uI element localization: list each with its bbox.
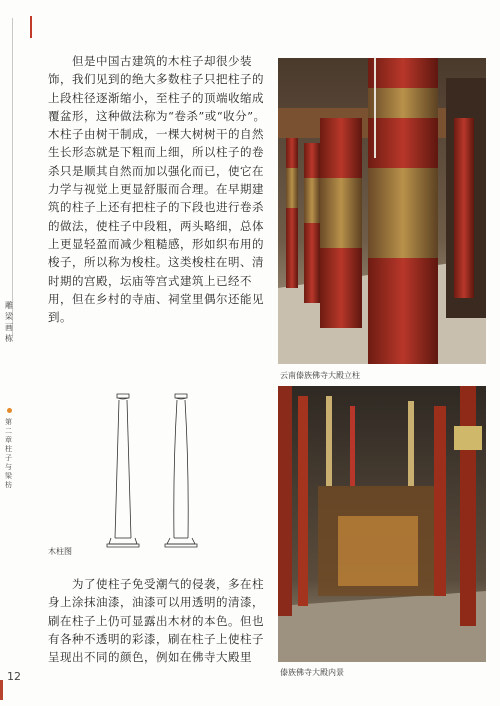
temple-columns-photo (278, 58, 486, 364)
red-margin-tick (30, 16, 32, 38)
page-number: 12 (7, 670, 21, 683)
photo-caption-1: 云南傣族佛寺大殿立柱 (280, 371, 360, 380)
photo-caption-2: 傣族佛寺大殿内景 (280, 668, 344, 677)
column-right (165, 394, 197, 547)
body-paragraph-1: 但是中国古建筑的木柱子却很少装饰，我们见到的绝大多数柱子只把柱子的上段柱径逐渐缩小，至柱子的顶端收缩成覆盆形，这种做法称为“卷杀”或“收分”。木柱子由树干制成，一棵大树树干的自然生长形态就是下粗而上细，所以柱子的卷杀只是顺其自然而加以强化而已，使它在力学与视觉上更显舒服而合理。在早期建筑的柱子上还有把柱子的下段也进行卷杀的做法，使柱子中段粗，两头略细，总体上更显轻盈而减少粗糙感，形如织布用的梭子，所以称为梭柱。这类梭柱在明、清时期的宫殿，坛庙等宫式建筑上已经不用，但在乡村的寺庙、祠堂里偶尔还能见到。 (48, 54, 266, 325)
column-left (107, 394, 139, 547)
hall-interior-photo (278, 386, 486, 662)
column-drawing (95, 388, 215, 558)
chapter-marker-dot (7, 408, 12, 413)
margin-rule (12, 18, 13, 338)
sidebar-book-title: 雕梁画栋 (5, 301, 13, 343)
body-paragraph-2: 为了使柱子免受潮气的侵袭，多在柱身上涂抹油漆，油漆可以用透明的清漆，刷在柱子上仍可显露出木材的本色。但也有各种不透明的彩漆，刷在柱子上使柱子呈现出不同的颜色，例如在佛寺大殿里 (48, 577, 264, 665)
figure-caption: 木柱图 (48, 547, 72, 556)
red-edge-mark (0, 680, 3, 700)
sidebar-chapter-title: 第二章 柱子与梁枋 (5, 418, 12, 489)
